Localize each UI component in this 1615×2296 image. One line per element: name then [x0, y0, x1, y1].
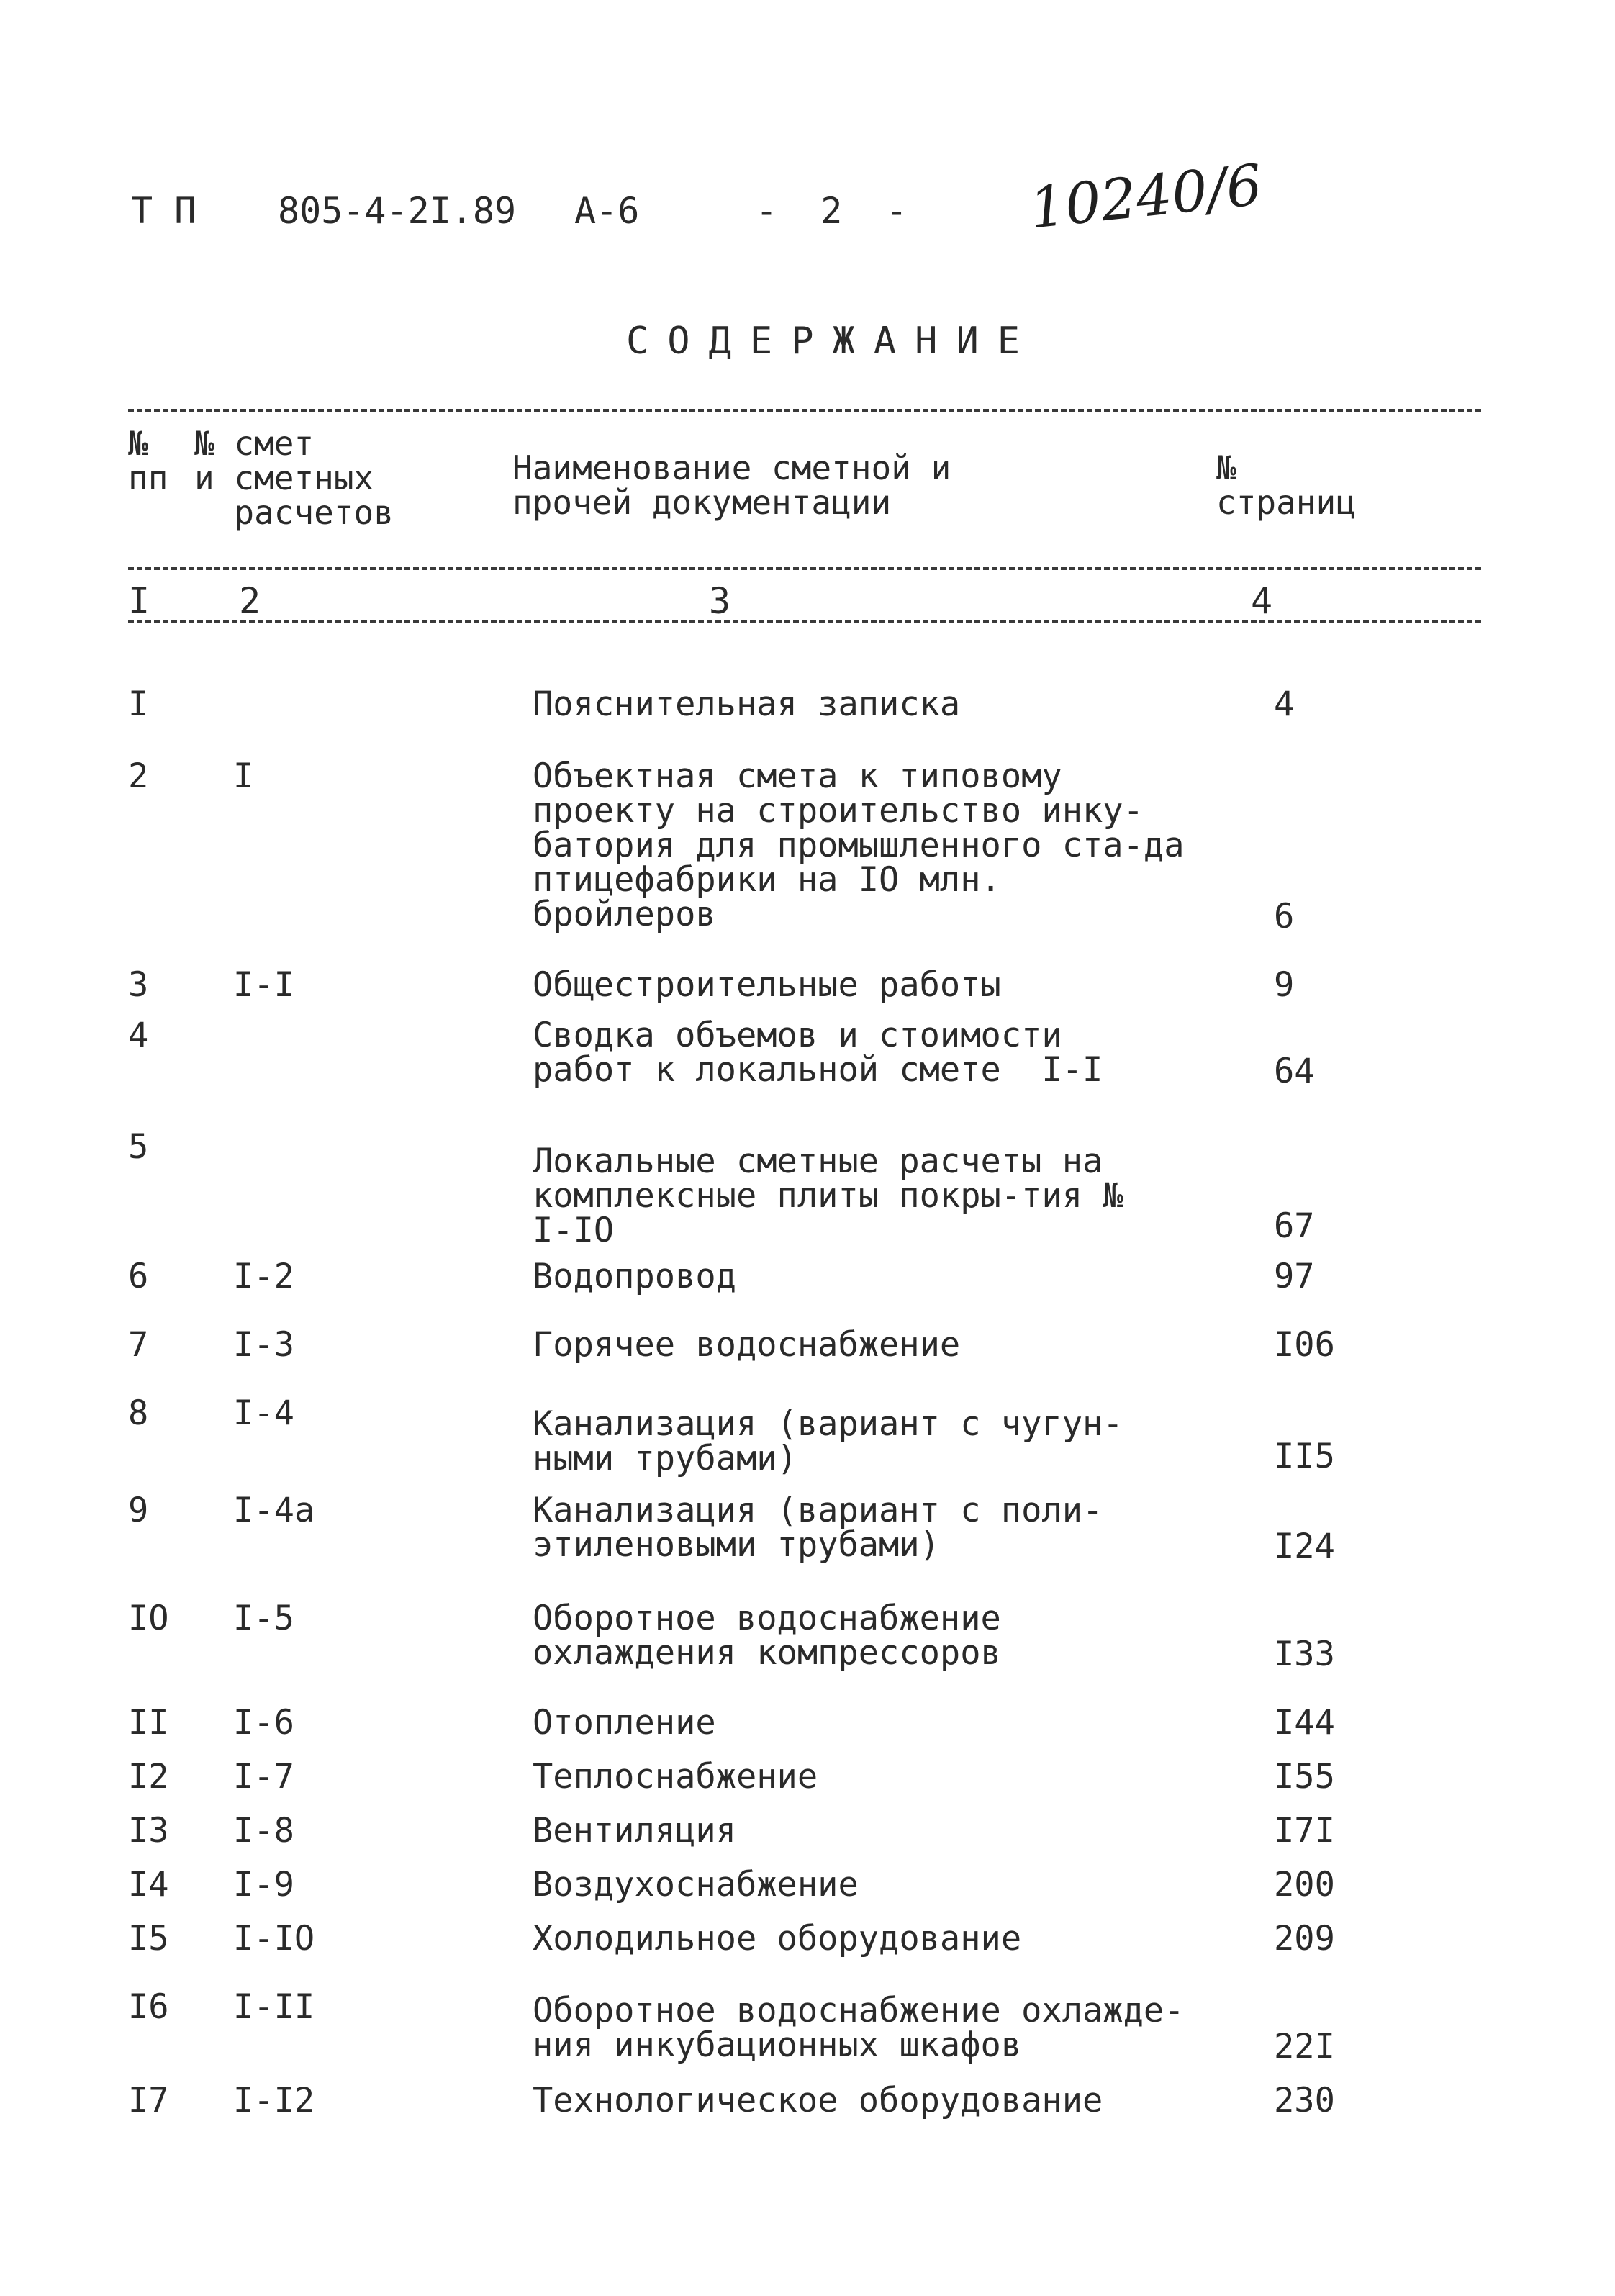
row-name: Отопление [533, 1703, 716, 1743]
row-name: Сводка объемов и стоимости работ к локальной смете I-I [533, 1016, 1103, 1090]
row-number: 7 [128, 1325, 149, 1365]
row-number: I5 [128, 1919, 169, 1958]
row-estimate: I-I2 [233, 2081, 315, 2120]
row-number: I2 [128, 1757, 169, 1796]
row-estimate: I-8 [233, 1811, 294, 1850]
row-estimate: I-I [233, 965, 294, 1005]
row-name: Оборотное водоснабжение охлаждения компрессоров [533, 1599, 1022, 1673]
row-estimate: I-4 [233, 1393, 294, 1433]
col-number-4: 4 [1251, 580, 1273, 622]
row-name: Холодильное оборудование [533, 1919, 1022, 1958]
row-page: I44 [1274, 1703, 1335, 1743]
col-header-number: № пп [128, 424, 168, 497]
row-page: 97 [1274, 1257, 1315, 1296]
row-number: I3 [128, 1811, 169, 1850]
doc-series: Т П [131, 190, 196, 232]
row-number: 8 [128, 1393, 149, 1433]
row-page: I7I [1274, 1811, 1335, 1850]
row-name: Теплоснабжение [533, 1757, 818, 1796]
row-estimate: I-5 [233, 1599, 294, 1638]
col-header-estimate: № смет и сметных расчетов [194, 424, 394, 532]
row-estimate: I-9 [233, 1865, 294, 1904]
row-page: I55 [1274, 1757, 1335, 1796]
row-page: 6 [1274, 897, 1295, 936]
row-name: Локальные сметные расчеты на комплексные плиты покры-тия № I-IO [533, 1142, 1144, 1250]
row-estimate: I-3 [233, 1325, 294, 1365]
row-page: 9 [1274, 965, 1295, 1005]
col-header-page: № страниц [1216, 448, 1356, 522]
row-estimate: I-IO [233, 1919, 315, 1958]
row-estimate: I-6 [233, 1703, 294, 1743]
row-page: I33 [1274, 1635, 1335, 1674]
row-name: Оборотное водоснабжение охлажде-ния инкубационных шкафов [533, 1991, 1185, 2065]
row-estimate: I-II [233, 1987, 315, 2027]
row-page: 67 [1274, 1206, 1315, 1246]
row-page: I24 [1274, 1527, 1335, 1566]
row-estimate: I [233, 756, 254, 796]
col-header-name: Наименование сметной и прочей документации [512, 448, 951, 522]
col-number-2: 2 [239, 580, 261, 622]
row-number: II [128, 1703, 169, 1743]
handwritten-reference: 10240/6 [1026, 153, 1265, 242]
row-name: Канализация (вариант с поли-этиленовыми трубами) [533, 1491, 1103, 1565]
header-top-rule [128, 409, 1481, 412]
row-number: 5 [128, 1127, 149, 1167]
row-page: 230 [1274, 2081, 1335, 2120]
page-marker: - 2 - [756, 190, 908, 232]
row-name: Канализация (вариант с чугун-ными трубами) [533, 1404, 1123, 1478]
page-title: СОДЕРЖАНИЕ [626, 320, 1039, 363]
row-name: Пояснительная записка [533, 684, 961, 724]
header-middle-rule [128, 567, 1481, 570]
row-number: I4 [128, 1865, 169, 1904]
row-page: II5 [1274, 1437, 1335, 1476]
row-number: 9 [128, 1491, 149, 1530]
row-number: I6 [128, 1987, 169, 2027]
row-name: Объектная смета к типовому проекту на строительство инку-батория для промышленного ста-да птицефабрики на IO млн. бройлеров [533, 756, 1226, 934]
row-name: Воздухоснабжение [533, 1865, 859, 1904]
col-number-3: 3 [709, 580, 731, 622]
row-name: Водопровод [533, 1257, 736, 1296]
row-page: 22I [1274, 2027, 1335, 2066]
col-number-1: I [128, 580, 150, 622]
row-estimate: I-4а [233, 1491, 315, 1530]
row-number: 3 [128, 965, 149, 1005]
row-number: 2 [128, 756, 149, 796]
row-name: Вентиляция [533, 1811, 736, 1850]
header-bottom-rule [128, 620, 1481, 623]
row-estimate: I-7 [233, 1757, 294, 1796]
row-page: I06 [1274, 1325, 1335, 1365]
row-name: Общестроительные работы [533, 965, 1001, 1005]
row-number: 4 [128, 1016, 149, 1055]
row-name: Горячее водоснабжение [533, 1325, 961, 1365]
doc-album: А-6 [574, 190, 640, 232]
row-page: 209 [1274, 1919, 1335, 1958]
row-number: I7 [128, 2081, 169, 2120]
row-number: I [128, 684, 149, 724]
row-page: 200 [1274, 1865, 1335, 1904]
doc-code: 805-4-2I.89 [278, 190, 517, 232]
row-page: 64 [1274, 1052, 1315, 1091]
row-estimate: I-2 [233, 1257, 294, 1296]
row-number: 6 [128, 1257, 149, 1296]
row-name: Технологическое оборудование [533, 2081, 1103, 2120]
row-number: IO [128, 1599, 169, 1638]
row-page: 4 [1274, 684, 1295, 724]
